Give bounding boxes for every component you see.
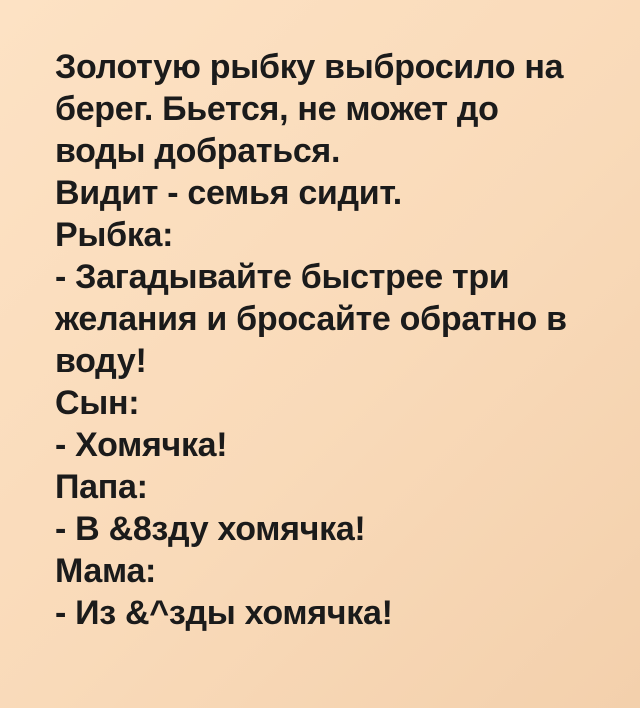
joke-line: - Из &^зды хомячка! — [55, 594, 393, 632]
joke-line: - В &8зду хомячка! — [55, 510, 366, 548]
joke-line: Золотую рыбку выбросило на — [55, 48, 564, 86]
joke-line: желания и бросайте обратно в — [55, 300, 567, 338]
joke-line: - Загадывайте быстрее три — [55, 258, 510, 296]
joke-line: Рыбка: — [55, 216, 174, 254]
joke-line: воды добраться. — [55, 132, 341, 170]
joke-line: Мама: — [55, 552, 157, 590]
joke-line: Сын: — [55, 384, 140, 422]
joke-line: берег. Бьется, не может до — [55, 90, 499, 128]
joke-line: Видит - семья сидит. — [55, 174, 402, 212]
joke-line: Папа: — [55, 468, 148, 506]
joke-text-block — [55, 46, 612, 634]
joke-line: воду! — [55, 342, 147, 380]
joke-line: - Хомячка! — [55, 426, 228, 464]
